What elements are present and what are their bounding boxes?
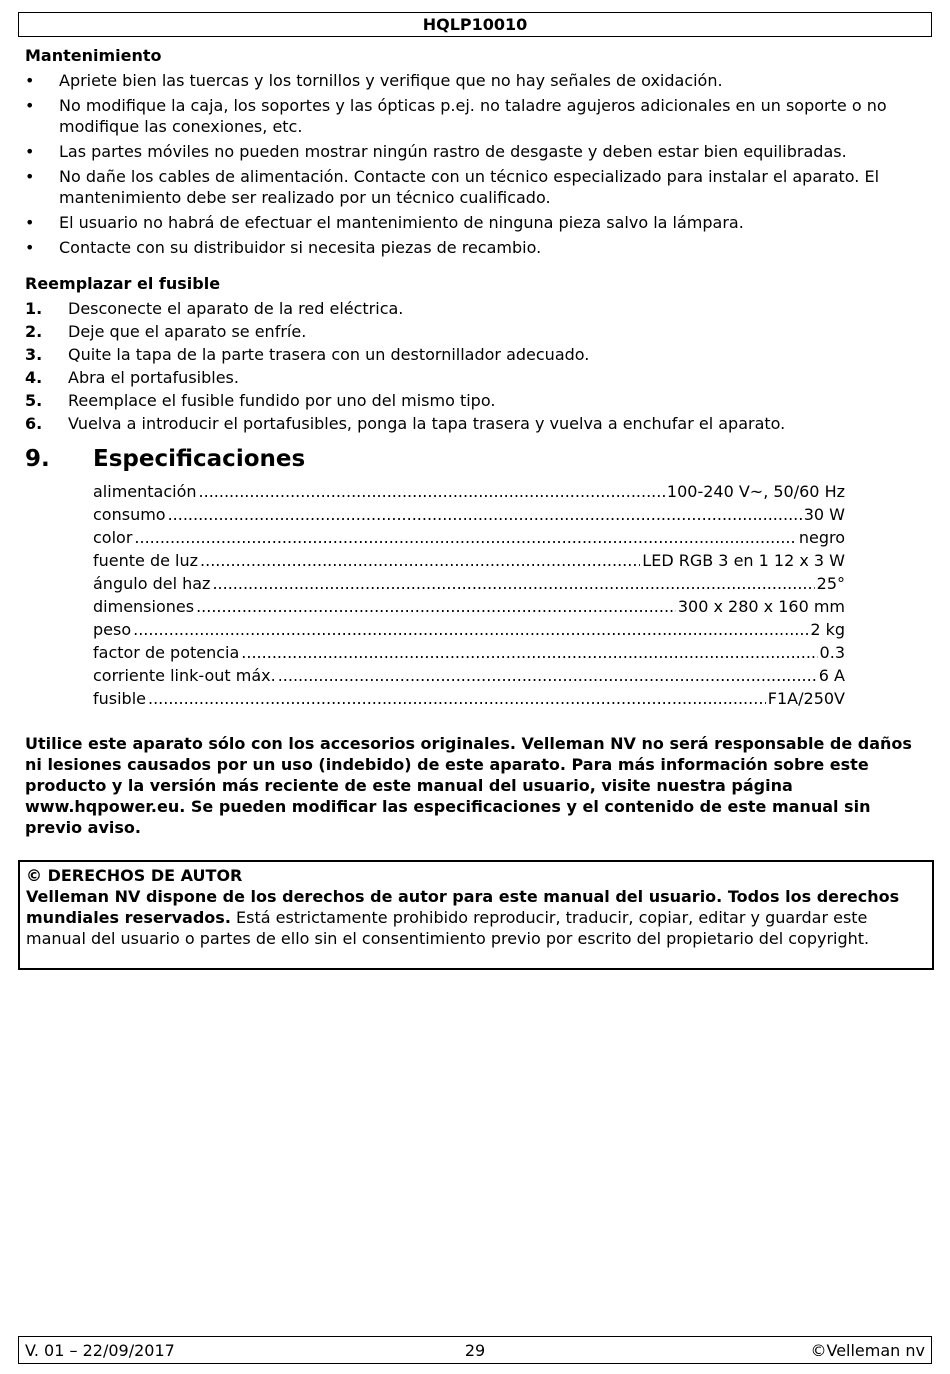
bullet-icon: •: [25, 238, 35, 257]
list-item: 6. Vuelva a introducir el portafusibles, ponga la tapa trasera y vuelva a enchufar el aparato.: [25, 414, 786, 433]
spec-value: 300 x 280 x 160 mm: [677, 597, 845, 616]
bullet-icon: •: [25, 167, 35, 186]
brand-copyright: ©Velleman nv: [810, 1341, 925, 1360]
dot-leader: [148, 687, 766, 710]
specifications-table: [93, 480, 845, 710]
list-item: 1. Desconecte el aparato de la red eléctrica.: [25, 299, 404, 318]
step-number: 3.: [25, 345, 43, 364]
dot-leader: [212, 572, 814, 595]
dot-leader: [133, 618, 808, 641]
copyright-bold-text: Velleman NV dispone de los derechos de autor para este manual del usuario. Todos los derechos mundiales reservados.: [26, 887, 900, 927]
step-number: 1.: [25, 299, 43, 318]
spec-value: 100-240 V~, 50/60 Hz: [666, 482, 845, 501]
spec-label: peso: [93, 620, 132, 639]
spec-label: ángulo del haz: [93, 574, 211, 593]
spec-value: F1A/250V: [767, 689, 845, 708]
spec-label: alimentación: [93, 482, 197, 501]
list-item: 4. Abra el portafusibles.: [25, 368, 239, 387]
spec-label: consumo: [93, 505, 166, 524]
list-item: • Las partes móviles no pueden mostrar ningún rastro de desgaste y deben estar bien equilibradas.: [25, 142, 847, 161]
model-number: HQLP10010: [422, 15, 528, 34]
step-number: 6.: [25, 414, 43, 433]
spec-row: [93, 664, 845, 687]
chapter-title: Especificaciones: [93, 446, 306, 472]
step-number: 4.: [25, 368, 43, 387]
list-item: • El usuario no habrá de efectuar el mantenimiento de ninguna pieza salvo la lámpara.: [25, 213, 744, 232]
spec-row: [93, 595, 845, 618]
page-footer: [18, 1336, 932, 1364]
fuse-steps-list: [25, 297, 930, 435]
dot-leader: [241, 641, 817, 664]
spec-value: 2 kg: [810, 620, 845, 639]
spec-row: [93, 480, 845, 503]
bullet-icon: •: [25, 96, 35, 115]
step-number: 2.: [25, 322, 43, 341]
copyright-normal-text: Está estrictamente prohibido reproducir, traducir, copiar, editar y guardar este manual del usuario o partes de ello sin el consentimiento previo por escrito del propietario del copyright.: [26, 908, 870, 948]
chapter-number: 9.: [25, 446, 50, 472]
maintenance-heading: Mantenimiento: [25, 46, 162, 65]
spec-value: 25°: [816, 574, 845, 593]
spec-row: [93, 549, 845, 572]
maintenance-list: [25, 70, 930, 262]
spec-row: [93, 641, 845, 664]
dot-leader: [199, 480, 665, 503]
spec-label: fuente de luz: [93, 551, 199, 570]
list-item: • Apriete bien las tuercas y los tornillos y verifique que no hay señales de oxidación.: [25, 71, 723, 90]
spec-row: [93, 618, 845, 641]
fuse-heading: Reemplazar el fusible: [25, 274, 221, 293]
page-header: [18, 12, 932, 37]
spec-value: 6 A: [818, 666, 845, 685]
spec-row: [93, 572, 845, 595]
dot-leader: [134, 526, 796, 549]
list-item: • No modifique la caja, los soportes y las ópticas p.ej. no taladre agujeros adicionales en un soporte o no modifique las conexiones, etc.: [25, 96, 887, 136]
spec-row: [93, 503, 845, 526]
spec-label: corriente link-out máx.: [93, 666, 276, 685]
spec-row: [93, 687, 845, 710]
list-item: • No dañe los cables de alimentación. Contacte con un técnico especializado para instalar el aparato. El mantenimiento debe ser realizado por un técnico cualificado.: [25, 167, 880, 207]
bullet-icon: •: [25, 142, 35, 161]
spec-value: 30 W: [803, 505, 845, 524]
version-date: V. 01 – 22/09/2017: [25, 1341, 175, 1360]
spec-row: [93, 526, 845, 549]
copyright-text: [26, 886, 926, 949]
copyright-box: [18, 860, 934, 970]
spec-label: fusible: [93, 689, 146, 708]
spec-label: factor de potencia: [93, 643, 240, 662]
dot-leader: [278, 664, 817, 687]
bullet-icon: •: [25, 71, 35, 90]
dot-leader: [200, 549, 640, 572]
dot-leader: [196, 595, 676, 618]
spec-label: dimensiones: [93, 597, 195, 616]
step-number: 5.: [25, 391, 43, 410]
dot-leader: [168, 503, 802, 526]
bullet-icon: •: [25, 213, 35, 232]
spec-label: color: [93, 528, 133, 547]
list-item: 5. Reemplace el fusible fundido por uno del mismo tipo.: [25, 391, 496, 410]
spec-value: 0.3: [819, 643, 845, 662]
copyright-title: © DERECHOS DE AUTOR: [26, 866, 243, 885]
list-item: 3. Quite la tapa de la parte trasera con un destornillador adecuado.: [25, 345, 590, 364]
spec-value: LED RGB 3 en 1 12 x 3 W: [642, 551, 845, 570]
list-item: 2. Deje que el aparato se enfríe.: [25, 322, 307, 341]
page-number: 29: [464, 1341, 486, 1360]
spec-value: negro: [798, 528, 845, 547]
list-item: • Contacte con su distribuidor si necesita piezas de recambio.: [25, 238, 542, 257]
disclaimer-notice: Utilice este aparato sólo con los accesorios originales. Velleman NV no será responsable de daños ni lesiones causados por un uso (indebido) de este aparato. Para más información sobre este producto y la versión más reciente de este manual del usuario, visite nuestra página www.hqpower.eu. Se pueden modificar las especificaciones y el contenido de este manual sin previo aviso.: [25, 734, 912, 837]
